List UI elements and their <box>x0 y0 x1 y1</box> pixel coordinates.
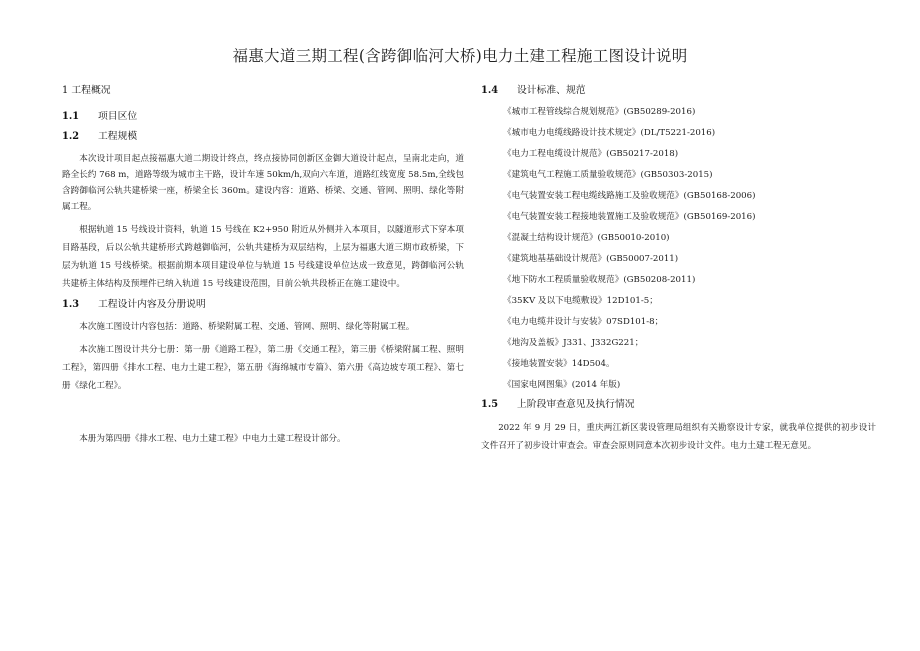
paragraph-volumes: 本次施工图设计共分七册：第一册《道路工程》，第二册《交通工程》，第三册《桥梁附属工程、照明工程》，第四册《排水工程、电力土建工程》，第五册《海绵城市专篇》、第六册《高边坡专项工程》、第七册《绿化工程》。 <box>62 345 464 391</box>
standard-item: 《35KV 及以下电缆敷设》12D101-5； <box>503 296 658 306</box>
section-number: 1.1 <box>62 111 80 122</box>
section-1-1-heading <box>62 111 464 123</box>
standard-item: 《城市电力电缆线路设计技术规定》(DL/T5221-2016) <box>503 128 716 138</box>
section-1-3-heading <box>62 299 464 311</box>
standard-item: 《地沟及盖板》J331、J332G221； <box>503 338 644 348</box>
section-label: 工程规模 <box>98 131 138 142</box>
standard-item: 《电气装置安装工程接地装置施工及验收规范》(GB50169-2016) <box>503 212 756 222</box>
paragraph-this-volume: 本册为第四册《排水工程、电力土建工程》中电力土建工程设计部分。 <box>79 434 346 444</box>
document-title: 福惠大道三期工程(含跨御临河大桥)电力土建工程施工图设计说明 <box>232 47 688 65</box>
section-1-5-heading <box>481 399 876 411</box>
standard-item: 《建筑电气工程施工质量验收规范》(GB50303-2015) <box>503 170 713 180</box>
paragraph-review: 2022 年 9 月 29 日，重庆两江新区裴设管理局组织有关勘察设计专家，就我单位提供的初步设计文件召开了初步设计审查会。审查会原则同意本次初步设计文件。电力土建工程无意见。 <box>481 423 876 451</box>
right-column <box>481 85 876 461</box>
paragraph-design-content: 本次施工图设计内容包括：道路、桥梁附属工程、交通、管网、照明、绿化等附属工程。 <box>79 322 415 332</box>
section-number: 1.4 <box>481 85 499 96</box>
section-label: 设计标准、规范 <box>517 85 586 96</box>
standard-item: 《建筑地基基础设计规范》(GB50007-2011) <box>503 254 679 264</box>
standards-list <box>481 105 876 393</box>
section-label: 上阶段审查意见及执行情况 <box>517 399 635 410</box>
standard-item: 《地下防水工程质量验收规范》(GB50208-2011) <box>503 275 696 285</box>
section-number: 1.2 <box>62 131 80 142</box>
left-column <box>62 85 464 453</box>
section-1-heading: 1 工程概况 <box>62 85 111 96</box>
standard-item: 《混凝土结构设计规范》(GB50010-2010) <box>503 233 670 243</box>
standard-item: 《城市工程管线综合规划规范》(GB50289-2016) <box>503 107 696 117</box>
section-label: 工程设计内容及分册说明 <box>98 299 206 310</box>
paragraph-rail-line: 根据轨道 15 号线设计资料，轨道 15 号线在 K2+950 附近从外侧并入本项目，以隧道形式下穿本项目路基段，后以公轨共建桥形式跨越御临河，公轨共建桥为双层结构，上层为福惠大道三期市政桥梁，下层为轨道 15 号线桥梁。根据前期本项目建设单位与轨道 15 号线建设单位达成一致意见，跨御临河公轨共建桥主体结构及预埋件已纳入轨道 15 号线建设范围，目前公轨共段桥正在施工建设中。 <box>62 225 464 289</box>
standard-item: 《电气装置安装工程电缆线路施工及验收规范》(GB50168-2006) <box>503 191 756 201</box>
standard-item: 《电力工程电缆设计规范》(GB50217-2018) <box>503 149 679 159</box>
standard-item: 《国家电网图集》(2014 年版) <box>503 380 621 390</box>
paragraph-scope: 本次设计项目起点接福惠大道二期设计终点，终点接协同创新区金御大道设计起点，呈南北走向，道路全长约 768 m，道路等级为城市主干路，设计车速 50km/h,双向六车道，道路红线宽度 58.5m,全线包含跨御临河公轨共建桥梁一座，桥梁全长 360m。建设内容：道路、桥梁、交通、管网、照明、绿化等附属工程。 <box>62 154 464 212</box>
section-number: 1.3 <box>62 299 80 310</box>
section-1-2-heading <box>62 131 464 143</box>
standard-item: 《接地装置安装》14D504。 <box>503 359 615 369</box>
standard-item: 《电力电缆井设计与安装》07SD101-8； <box>503 317 664 327</box>
section-number: 1.5 <box>481 399 499 410</box>
section-label: 项目区位 <box>98 111 138 122</box>
section-1-4-heading <box>481 85 876 97</box>
